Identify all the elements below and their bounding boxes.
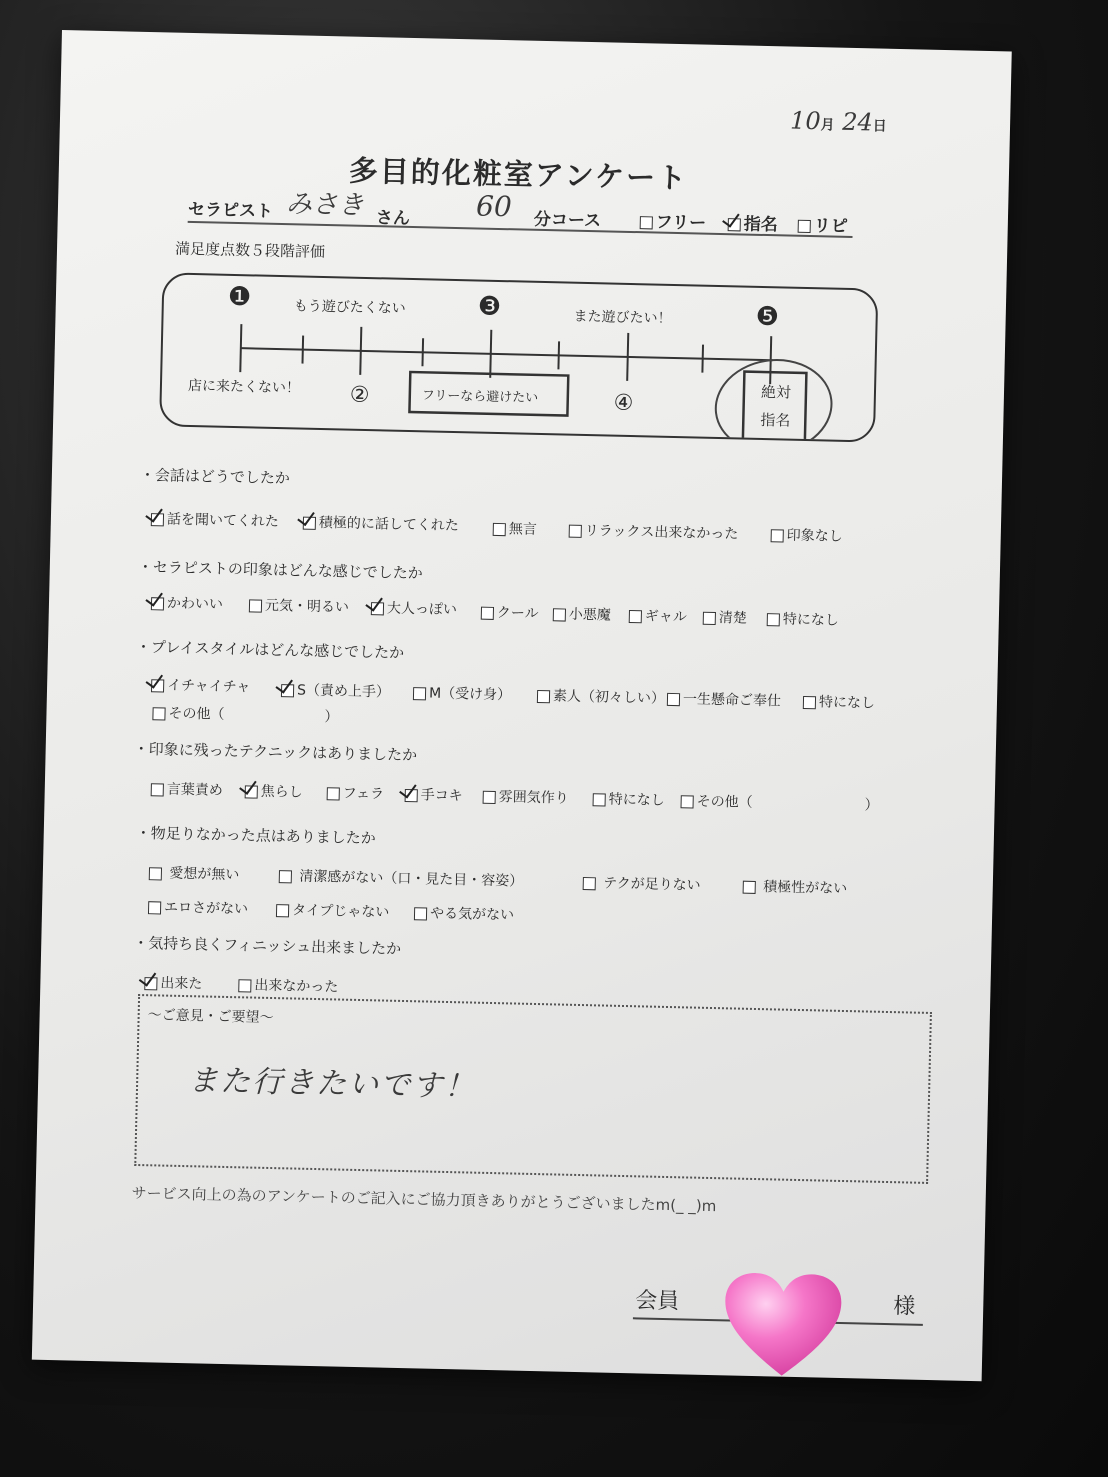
scale-label-play-again: また遊びたい！ [573, 308, 672, 327]
q3-opt-none[interactable]: 特になし [803, 691, 875, 713]
option-ripi[interactable]: リピ [798, 211, 849, 237]
scale-label-no-store: 店に来たくない！ [187, 377, 301, 397]
q5-opt-not-erotic[interactable]: エロさがない [148, 896, 248, 918]
q5-opt-no-motivation[interactable]: やる気がない [414, 902, 514, 924]
q3-opt-s[interactable]: S（責め上手） [281, 679, 390, 701]
q-finish: ・気持ち良くフィニッシュ出来ましたか [133, 933, 402, 958]
q2-opt-devil[interactable]: 小悪魔 [553, 603, 611, 624]
q2-opt-gal[interactable]: ギャル [629, 605, 687, 626]
q1-opt-silent[interactable]: 無言 [493, 518, 537, 539]
q3-opt-other[interactable]: その他（ ） [152, 702, 338, 726]
q1-opt-listened[interactable]: 話を聞いてくれた [151, 508, 279, 531]
sama-label: 様 [892, 1294, 916, 1320]
comment-label: 〜ご意見・ご要望〜 [147, 1007, 274, 1027]
q-conversation: ・会話はどうでしたか [139, 465, 291, 488]
q4-opt-fellatio[interactable]: フェラ [327, 782, 385, 803]
date: 10月 24日 [789, 106, 887, 137]
q-playstyle: ・プレイスタイルはどんな感じでしたか [135, 637, 405, 662]
q3-opt-m[interactable]: M（受け身） [413, 682, 512, 704]
option-shimei[interactable]: 指名 [728, 209, 779, 235]
q4-opt-handjob[interactable]: 手コキ [405, 784, 463, 805]
q1-opt-talked[interactable]: 積極的に話してくれた [303, 512, 459, 536]
scale-point-3: ❸ [477, 291, 502, 323]
survey-sheet [32, 30, 1012, 1381]
q2-opt-cheerful[interactable]: 元気・明るい [249, 594, 349, 616]
option-free[interactable]: フリー [640, 207, 707, 233]
scale-point-4: ④ [613, 390, 634, 417]
q2-opt-mature[interactable]: 大人っぽい [371, 597, 457, 619]
header-row [188, 181, 854, 238]
scale-label-best: 絶対 指名 [760, 382, 792, 430]
san-label: さん [375, 208, 411, 229]
q-impression: ・セラピストの印象はどんな感じでしたか [137, 557, 423, 583]
q4-opt-mood[interactable]: 雰囲気作り [483, 786, 569, 808]
q4-opt-tease[interactable]: 焦らし [245, 780, 303, 801]
q3-opt-devoted[interactable]: 一生懸命ご奉仕 [667, 688, 781, 711]
scale-point-2: ② [349, 382, 370, 409]
therapist-name: みさき [285, 189, 365, 221]
course-minutes: 60 [475, 189, 513, 224]
q4-opt-none[interactable]: 特になし [592, 788, 664, 810]
q-technique: ・印象に残ったテクニックはありましたか [133, 739, 418, 765]
q1-opt-not-relaxed[interactable]: リラックス出来なかった [569, 520, 739, 544]
scale-point-5: ❺ [755, 301, 780, 333]
q4-opt-verbal[interactable]: 言葉責め [151, 778, 223, 800]
member-label: 会員 [635, 1288, 680, 1315]
scale-label-no-play: もう遊びたくない [293, 298, 406, 317]
q5-opt-lack-tech[interactable]: テクが足りない [583, 872, 701, 895]
scale-title: 満足度点数５段階評価 [174, 239, 326, 262]
scale-point-1: ❶ [227, 281, 252, 313]
q2-opt-cool[interactable]: クール [481, 602, 539, 623]
q2-opt-cute[interactable]: かわいい [151, 592, 223, 614]
q1-opt-none[interactable]: 印象なし [771, 524, 843, 546]
q-shortcomings: ・物足りなかった点はありましたか [135, 823, 376, 848]
therapist-label: セラピスト [187, 199, 274, 222]
heart-emoji-icon [722, 1270, 844, 1383]
thanks-message: サービス向上の為のアンケートのご記入にご協力頂きありがとうございましたm(_ _)m [131, 1183, 717, 1216]
satisfaction-scale [159, 272, 878, 442]
q5-opt-not-active[interactable]: 積極性がない [743, 876, 848, 898]
q3-opt-amateur[interactable]: 素人（初々しい） [537, 685, 665, 708]
q2-opt-none[interactable]: 特になし [767, 608, 839, 630]
page-title: 多目的化粧室アンケート [348, 153, 689, 196]
q5-opt-unclean[interactable]: 清潔感がない（口・見た目・容姿） [279, 865, 524, 891]
comment-text: また行きたいです！ [187, 1063, 477, 1105]
comment-box[interactable] [134, 994, 932, 1184]
q4-opt-other[interactable]: その他（ ） [680, 790, 878, 814]
q5-opt-unfriendly[interactable]: 愛想が無い [149, 862, 240, 884]
q2-opt-neat[interactable]: 清楚 [703, 607, 747, 628]
q6-opt-no[interactable]: 出来なかった [238, 974, 338, 996]
q5-opt-not-type[interactable]: タイプじゃない [276, 899, 390, 922]
course-label: 分コース [533, 209, 602, 232]
q3-opt-flirty[interactable]: イチャイチャ [151, 674, 251, 696]
q6-opt-yes[interactable]: 出来た [144, 972, 202, 993]
scale-label-avoid-free: フリーなら避けたい [421, 388, 539, 406]
